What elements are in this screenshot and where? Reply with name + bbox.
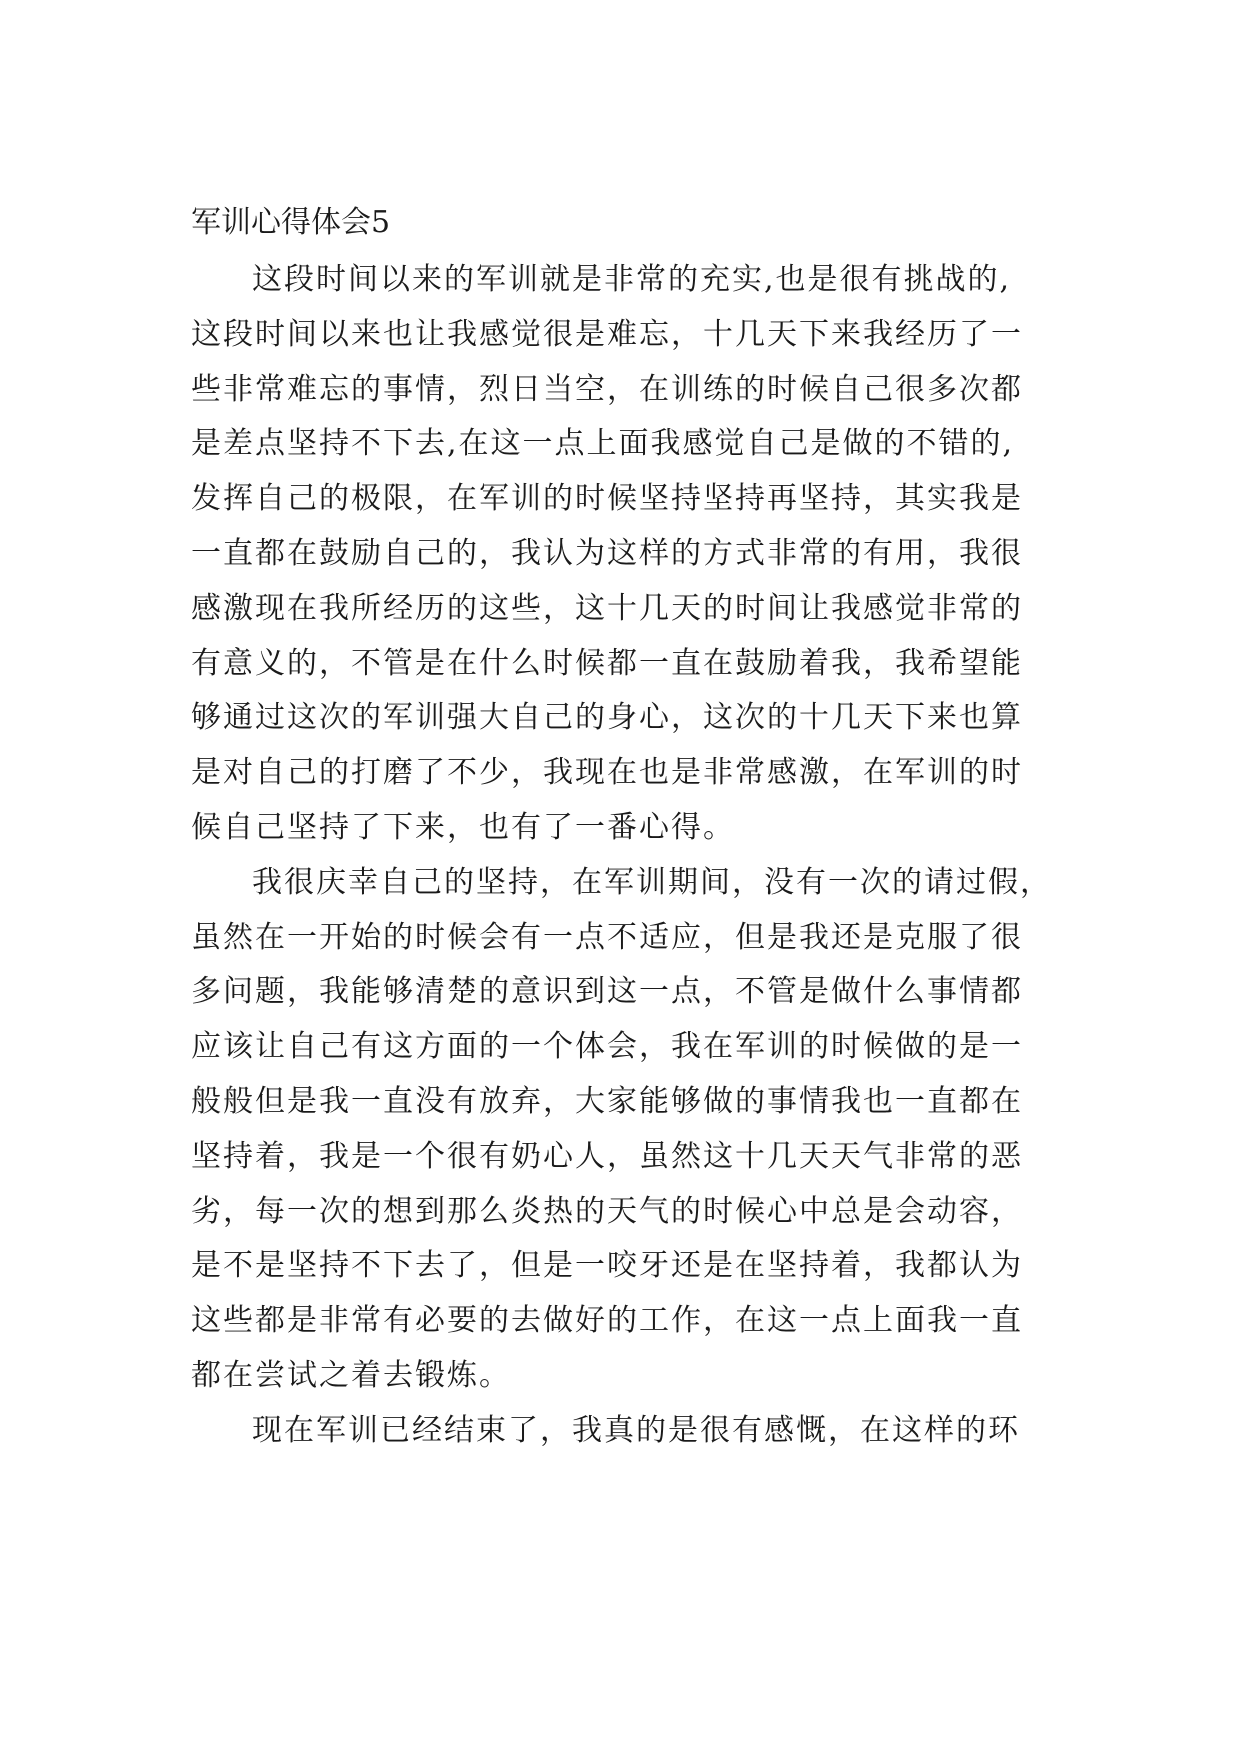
- paragraph-1-line-4: 是差点坚持不下去,在这一点上面我感觉自己是做的不错的,: [191, 426, 1015, 461]
- paragraph-1-line-1: 这段时间以来的军训就是非常的充实,也是很有挑战的,: [252, 262, 1012, 297]
- paragraph-1-line-11: 候自己坚持了下来，也有了一番心得。: [191, 810, 735, 845]
- document-title: 军训心得体会5: [191, 205, 391, 240]
- paragraph-3-line-1: 现在军训已经结束了，我真的是很有感慨，在这样的环: [252, 1413, 1020, 1448]
- paragraph-2-line-2: 虽然在一开始的时候会有一点不适应，但是我还是克服了很: [191, 920, 1023, 955]
- paragraph-2-line-10: 都在尝试之着去锻炼。: [191, 1358, 511, 1393]
- paragraph-1-line-2: 这段时间以来也让我感觉很是难忘，十几天下来我经历了一: [191, 317, 1023, 352]
- paragraph-1-line-3: 些非常难忘的事情，烈日当空，在训练的时候自己很多次都: [191, 372, 1023, 407]
- paragraph-2-line-6: 坚持着，我是一个很有奶心人，虽然这十几天天气非常的恶: [191, 1139, 1023, 1174]
- paragraph-2-line-5: 般般但是我一直没有放弃，大家能够做的事情我也一直都在: [191, 1084, 1023, 1119]
- paragraph-1-line-7: 感激现在我所经历的这些，这十几天的时间让我感觉非常的: [191, 591, 1023, 626]
- paragraph-1-line-10: 是对自己的打磨了不少，我现在也是非常感激，在军训的时: [191, 755, 1023, 790]
- paragraph-2-line-4: 应该让自己有这方面的一个体会，我在军训的时候做的是一: [191, 1029, 1023, 1064]
- paragraph-2-line-3: 多问题，我能够清楚的意识到这一点，不管是做什么事情都: [191, 974, 1023, 1009]
- paragraph-1-line-9: 够通过这次的军训强大自己的身心，这次的十几天下来也算: [191, 700, 1023, 735]
- paragraph-2-line-9: 这些都是非常有必要的去做好的工作，在这一点上面我一直: [191, 1303, 1023, 1338]
- paragraph-2-line-1: 我很庆幸自己的坚持，在军训期间，没有一次的请过假，: [252, 865, 1052, 900]
- paragraph-1-line-6: 一直都在鼓励自己的，我认为这样的方式非常的有用，我很: [191, 536, 1023, 571]
- paragraph-1-line-5: 发挥自己的极限，在军训的时候坚持坚持再坚持，其实我是: [191, 481, 1023, 516]
- paragraph-1-line-8: 有意义的，不管是在什么时候都一直在鼓励着我，我希望能: [191, 646, 1023, 681]
- paragraph-2-line-7: 劣，每一次的想到那么炎热的天气的时候心中总是会动容，: [191, 1194, 1023, 1229]
- paragraph-2-line-8: 是不是坚持不下去了，但是一咬牙还是在坚持着，我都认为: [191, 1248, 1023, 1283]
